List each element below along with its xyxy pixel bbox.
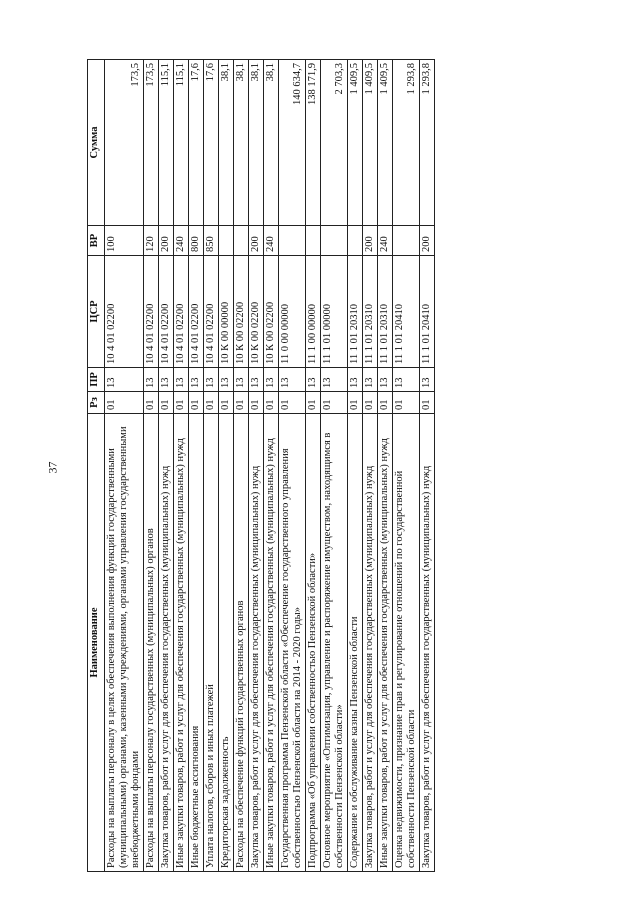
cell-name: Кредиторская задолженность	[219, 414, 234, 872]
cell-vr	[393, 226, 420, 256]
page-number: 37	[45, 461, 60, 474]
cell-csr: 10 4 01 02200	[174, 256, 189, 368]
cell-pr: 13	[159, 368, 174, 392]
table-row	[204, 60, 219, 872]
cell-pr: 13	[378, 368, 393, 392]
cell-name: Иные бюджетные ассигнования	[189, 414, 204, 872]
table-row	[264, 60, 279, 872]
header-pr: ПР	[88, 368, 105, 392]
header-name: Наименование	[88, 414, 105, 872]
cell-name: Основное мероприятие «Оптимизация, управление и распоряжение имуществом, находящимся в собственности Пензенской области»	[321, 414, 348, 872]
cell-name: Содержание и обслуживание казны Пензенской области	[348, 414, 363, 872]
cell-vr	[234, 226, 249, 256]
cell-name: Государственная программа Пензенской области «Обеспечение государственного управления собственностью Пензенской области на 2014 - 2020 годы»	[279, 414, 306, 872]
cell-vr: 200	[159, 226, 174, 256]
cell-rz: 01	[174, 392, 189, 414]
table-row	[105, 60, 144, 872]
cell-csr: 10 4 01 02200	[159, 256, 174, 368]
cell-pr: 13	[144, 368, 159, 392]
cell-pr: 13	[189, 368, 204, 392]
cell-sum: 1 293,8	[393, 60, 420, 226]
cell-sum: 1 409,5	[363, 60, 378, 226]
cell-vr	[219, 226, 234, 256]
cell-name: Расходы на выплаты персоналу в целях обеспечения выполнения функций государственными (муниципальными) органами, казенными учреждениями, органами управления государственными внебюджетными фондами	[105, 414, 144, 872]
cell-sum: 115,1	[159, 60, 174, 226]
cell-sum: 38,1	[219, 60, 234, 226]
cell-csr: 10 4 01 02200	[189, 256, 204, 368]
cell-name: Расходы на выплаты персоналу государственных (муниципальных) органов	[144, 414, 159, 872]
cell-csr: 11 1 01 20410	[393, 256, 420, 368]
budget-table	[87, 59, 435, 872]
cell-rz: 01	[348, 392, 363, 414]
cell-name: Подпрограмма «Об управлении собственностью Пензенской области»	[306, 414, 321, 872]
cell-pr: 13	[420, 368, 435, 392]
cell-name: Оценка недвижимости, признание прав и регулирование отношений по государственной собственности Пензенской области	[393, 414, 420, 872]
cell-sum: 173,5	[144, 60, 159, 226]
cell-pr: 13	[234, 368, 249, 392]
cell-name: Закупка товаров, работ и услуг для обеспечения государственных (муниципальных) нужд	[249, 414, 264, 872]
cell-csr: 11 1 01 00000	[321, 256, 348, 368]
cell-vr: 800	[189, 226, 204, 256]
cell-pr: 13	[204, 368, 219, 392]
cell-rz: 01	[321, 392, 348, 414]
cell-csr: 10 4 01 02200	[204, 256, 219, 368]
cell-vr	[321, 226, 348, 256]
table-row	[321, 60, 348, 872]
cell-rz: 01	[306, 392, 321, 414]
cell-vr: 200	[249, 226, 264, 256]
cell-rz: 01	[279, 392, 306, 414]
table-row	[378, 60, 393, 872]
table-row	[306, 60, 321, 872]
cell-vr	[348, 226, 363, 256]
cell-csr: 10 К 00 00000	[219, 256, 234, 368]
cell-pr: 13	[174, 368, 189, 392]
cell-sum: 1 409,5	[378, 60, 393, 226]
cell-csr: 11 1 01 20310	[363, 256, 378, 368]
cell-pr: 13	[219, 368, 234, 392]
cell-vr: 100	[105, 226, 144, 256]
cell-sum: 2 703,3	[321, 60, 348, 226]
cell-rz: 01	[159, 392, 174, 414]
table-row	[144, 60, 159, 872]
cell-vr: 240	[378, 226, 393, 256]
cell-csr: 10 К 00 02200	[234, 256, 249, 368]
cell-name: Иные закупки товаров, работ и услуг для обеспечения государственных (муниципальных) нужд	[174, 414, 189, 872]
table-row	[219, 60, 234, 872]
cell-pr: 13	[348, 368, 363, 392]
table-row	[189, 60, 204, 872]
cell-pr: 13	[279, 368, 306, 392]
header-csr: ЦСР	[88, 256, 105, 368]
table-row	[363, 60, 378, 872]
cell-rz: 01	[393, 392, 420, 414]
cell-pr: 13	[393, 368, 420, 392]
cell-rz: 01	[189, 392, 204, 414]
cell-vr: 200	[363, 226, 378, 256]
cell-vr	[306, 226, 321, 256]
cell-vr: 850	[204, 226, 219, 256]
cell-pr: 13	[306, 368, 321, 392]
cell-csr: 11 0 00 00000	[279, 256, 306, 368]
cell-sum: 115,1	[174, 60, 189, 226]
table-row	[393, 60, 420, 872]
cell-sum: 38,1	[249, 60, 264, 226]
cell-pr: 13	[105, 368, 144, 392]
cell-pr: 13	[249, 368, 264, 392]
table-row	[174, 60, 189, 872]
cell-sum: 173,5	[105, 60, 144, 226]
cell-csr: 10 К 00 02200	[264, 256, 279, 368]
cell-csr: 11 1 00 00000	[306, 256, 321, 368]
cell-name: Расходы на обеспечение функций государственных органов	[234, 414, 249, 872]
cell-csr: 10 К 00 02200	[249, 256, 264, 368]
cell-name: Иные закупки товаров, работ и услуг для обеспечения государственных (муниципальных) нужд	[264, 414, 279, 872]
table-row	[159, 60, 174, 872]
cell-name: Закупка товаров, работ и услуг для обеспечения государственных (муниципальных) нужд	[159, 414, 174, 872]
header-rz: Рз	[88, 392, 105, 414]
cell-csr: 11 1 01 20310	[378, 256, 393, 368]
cell-pr: 13	[264, 368, 279, 392]
cell-vr	[279, 226, 306, 256]
cell-csr: 11 1 01 20310	[348, 256, 363, 368]
cell-vr: 200	[420, 226, 435, 256]
cell-rz: 01	[105, 392, 144, 414]
cell-sum: 1 293,8	[420, 60, 435, 226]
cell-sum: 38,1	[264, 60, 279, 226]
cell-sum: 38,1	[234, 60, 249, 226]
cell-sum: 140 634,7	[279, 60, 306, 226]
cell-pr: 13	[321, 368, 348, 392]
cell-rz: 01	[234, 392, 249, 414]
cell-rz: 01	[420, 392, 435, 414]
cell-rz: 01	[264, 392, 279, 414]
table-row	[348, 60, 363, 872]
cell-csr: 10 4 01 02200	[144, 256, 159, 368]
cell-csr: 11 1 01 20410	[420, 256, 435, 368]
cell-name: Иные закупки товаров, работ и услуг для обеспечения государственных (муниципальных) нужд	[378, 414, 393, 872]
cell-csr: 10 4 01 02200	[105, 256, 144, 368]
cell-sum: 17,6	[189, 60, 204, 226]
table-row	[249, 60, 264, 872]
cell-vr: 240	[264, 226, 279, 256]
header-sum: Сумма	[88, 60, 105, 226]
cell-rz: 01	[378, 392, 393, 414]
cell-sum: 1 409,5	[348, 60, 363, 226]
cell-vr: 120	[144, 226, 159, 256]
table-row	[420, 60, 435, 872]
cell-vr: 240	[174, 226, 189, 256]
rotated-table-container	[87, 60, 550, 872]
cell-sum: 138 171,9	[306, 60, 321, 226]
cell-rz: 01	[144, 392, 159, 414]
cell-rz: 01	[249, 392, 264, 414]
cell-sum: 17,6	[204, 60, 219, 226]
cell-rz: 01	[363, 392, 378, 414]
header-vr: ВР	[88, 226, 105, 256]
table-header-row	[88, 60, 105, 872]
table-row	[279, 60, 306, 872]
cell-name: Уплата налогов, сборов и иных платежей	[204, 414, 219, 872]
cell-rz: 01	[204, 392, 219, 414]
cell-pr: 13	[363, 368, 378, 392]
table-row	[234, 60, 249, 872]
cell-name: Закупка товаров, работ и услуг для обеспечения государственных (муниципальных) нужд	[363, 414, 378, 872]
cell-rz: 01	[219, 392, 234, 414]
cell-name: Закупка товаров, работ и услуг для обеспечения государственных (муниципальных) нужд	[420, 414, 435, 872]
